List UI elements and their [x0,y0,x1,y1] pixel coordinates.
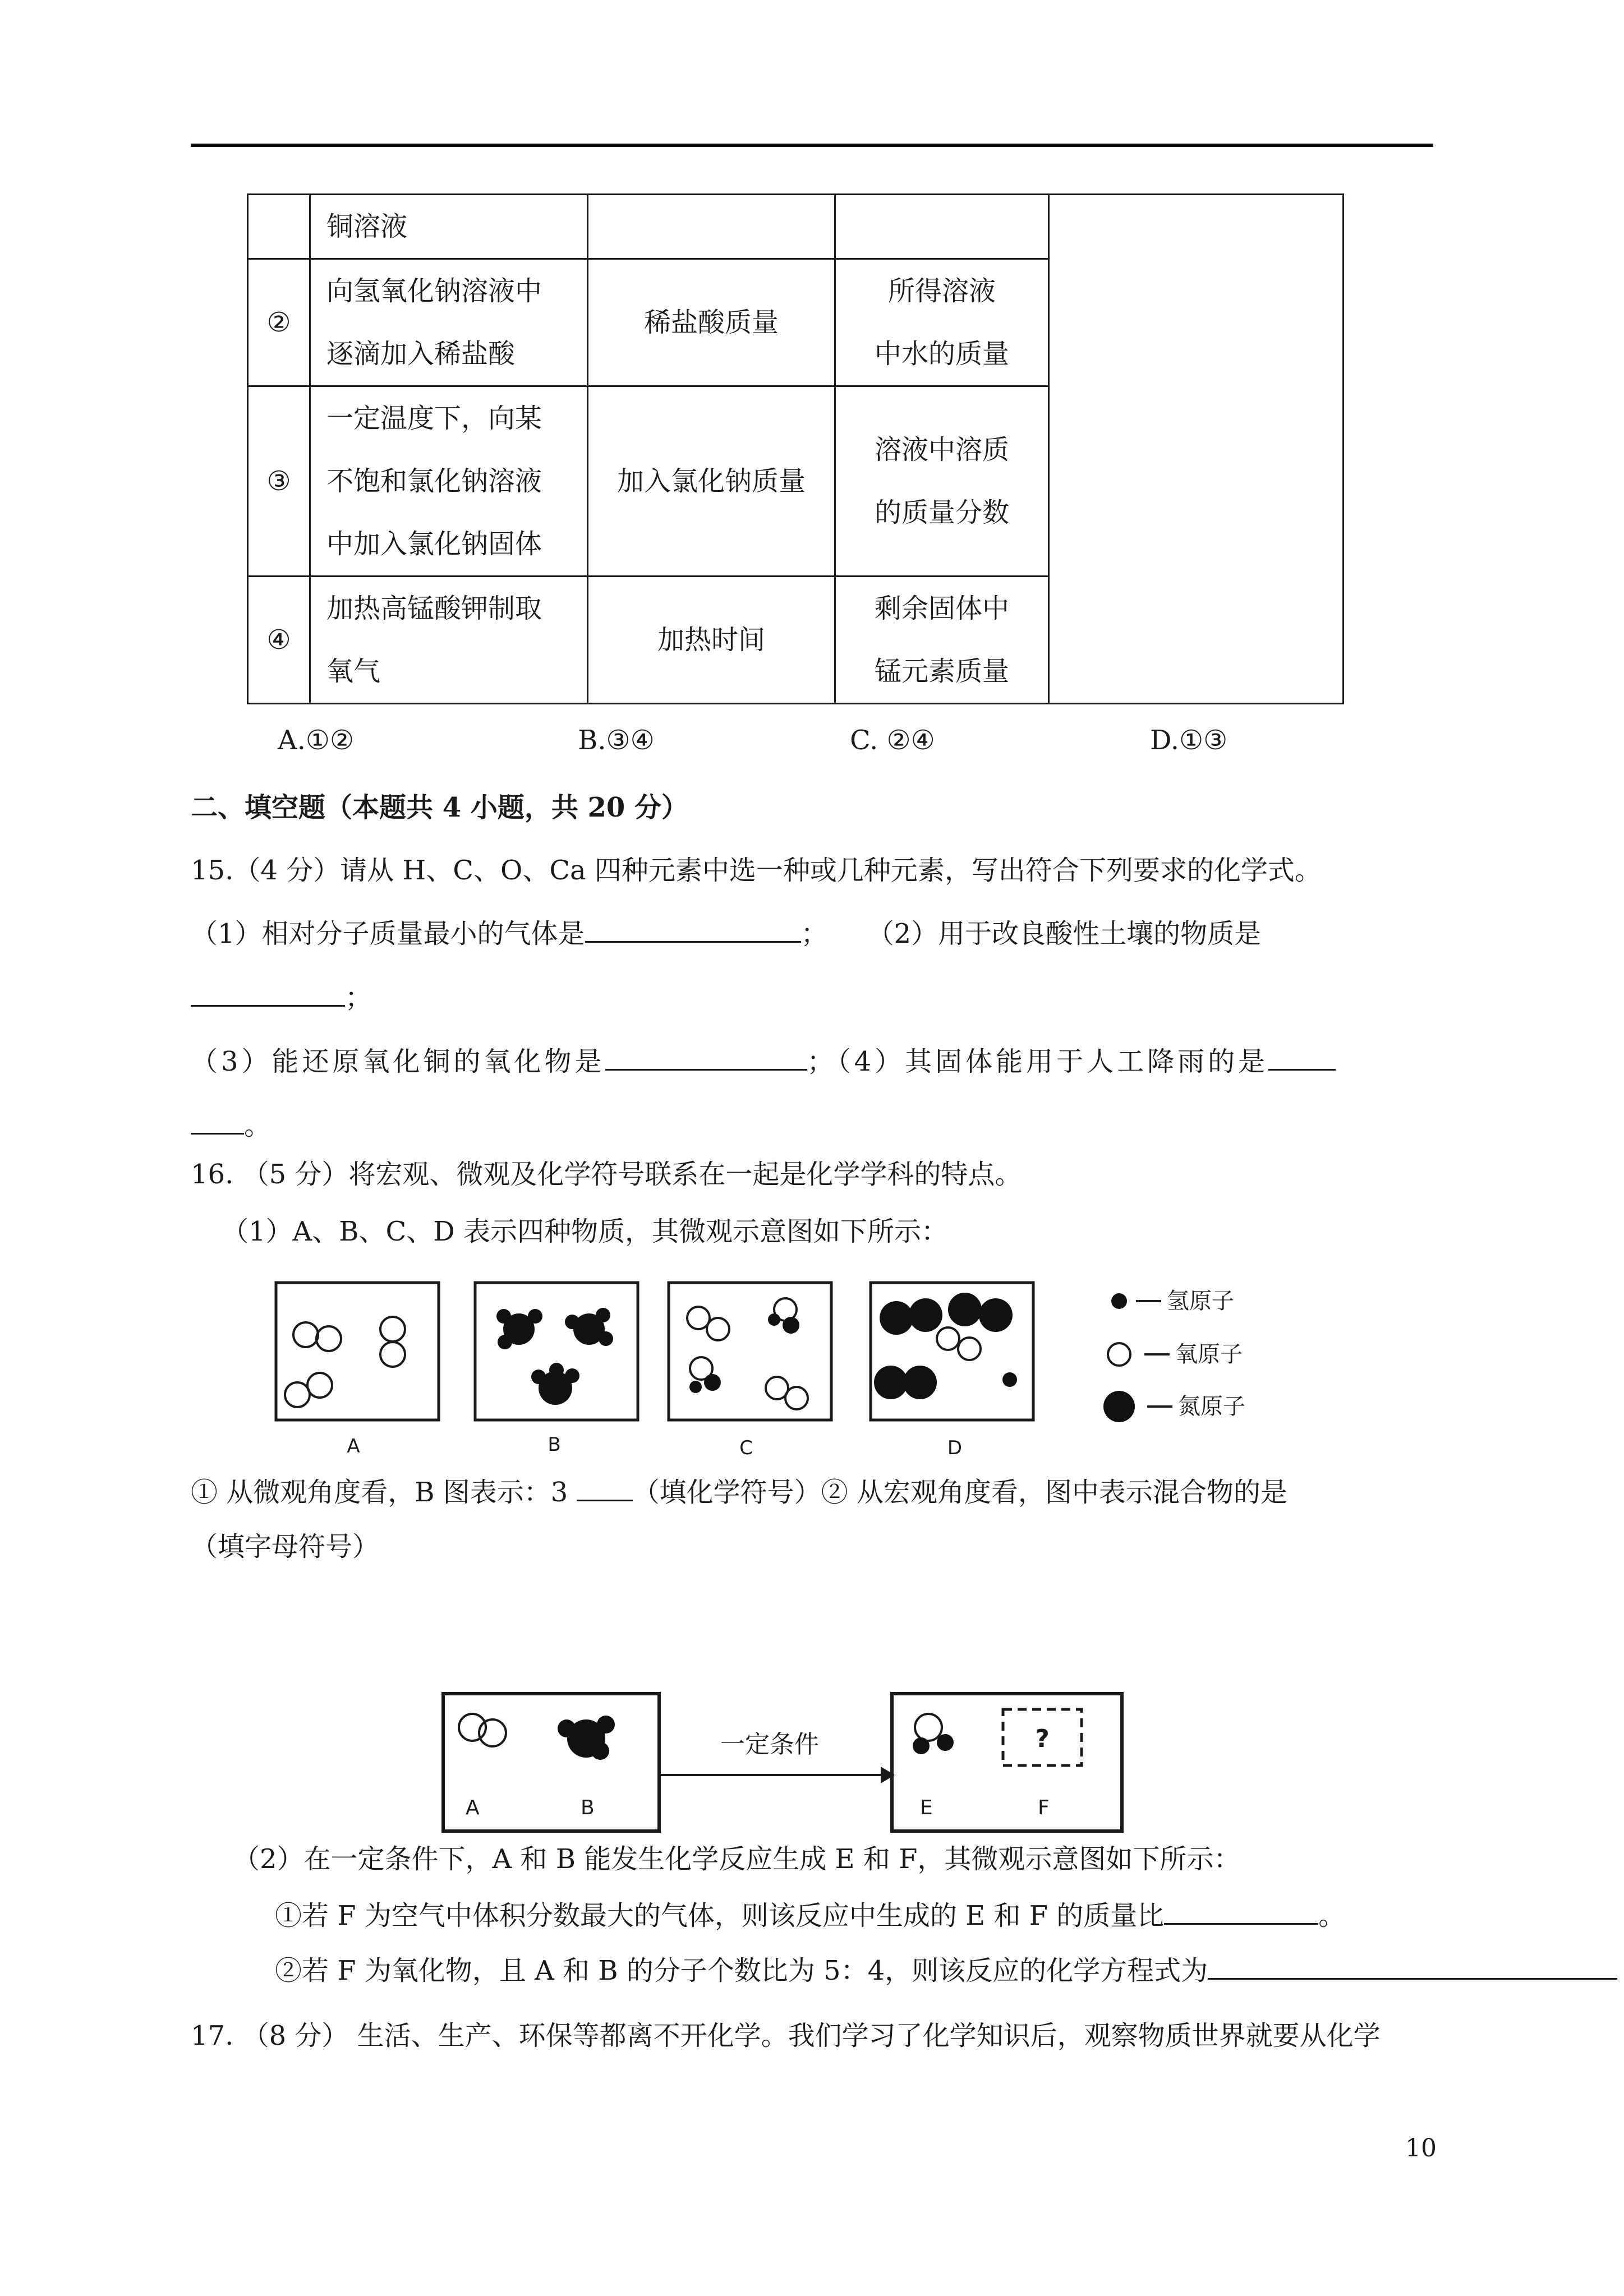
answer-blank[interactable] [191,1108,244,1135]
section-title: 二、填空题（本题共 4 小题，共 20 分） [191,792,689,823]
nitrogen-molecules-d [874,1293,1017,1399]
row-number [248,195,310,259]
particle-diagrams [269,1276,1279,1467]
y-axis-cell: 剩余固体中 锰元素质量 [835,577,1049,704]
unknown-mark: ? [1035,1725,1050,1753]
y-axis-cell: 溶液中溶质 的质量分数 [835,386,1049,577]
q15-stem: 15.（4 分）请从 H、C、O、Ca 四种元素中选一种或几种元素，写出符合下列要求的化学式。 [191,855,1322,886]
box-a [276,1283,439,1420]
nitrogen-atom-icon [1103,1391,1135,1422]
box-label-c: C [739,1437,753,1459]
box-label-d: D [947,1437,963,1459]
legend-hydrogen: 氢原子 [1167,1288,1234,1314]
q16-q1-line1: ① 从微观角度看，B 图表示：3 （填化学符号）② 从宏观角度看，图中表示混合物的是 [191,1475,1287,1509]
reactant-b-molecule [558,1716,615,1760]
label-a: A [466,1796,480,1819]
answer-blank[interactable] [1164,1898,1318,1925]
answer-blank[interactable] [605,1044,807,1071]
label-f: F [1038,1796,1050,1819]
q16-q2a: ①若 F 为空气中体积分数最大的气体，则该反应中生成的 E 和 F 的质量比 。 [275,1898,1345,1933]
q15-line2: ； [191,980,372,1015]
reaction-diagram [438,1688,1136,1839]
oxygen-molecules-c [687,1298,808,1409]
ammonia-molecules-b [496,1308,613,1405]
page-number: 10 [1405,2134,1437,2163]
row-number: ③ [248,386,310,577]
experiment-cell: 铜溶液 [310,195,588,259]
box-label-a: A [347,1435,360,1458]
table-row [248,195,1344,259]
y-axis-cell [835,195,1049,259]
answer-blank[interactable] [585,916,801,943]
experiment-cell: 向氢氧化钠溶液中 逐滴加入稀盐酸 [310,259,588,386]
answer-blank[interactable] [1208,1953,1617,1980]
product-e-molecule [913,1714,954,1754]
option-a: A.①② [278,725,354,756]
hydrogen-atom-icon [1111,1293,1127,1309]
x-axis-cell: 稀盐酸质量 [588,259,835,386]
oxygen-molecules-a [285,1317,405,1407]
row-number: ② [248,259,310,386]
answer-blank[interactable] [191,980,345,1007]
label-b: B [581,1796,595,1819]
box-label-b: B [548,1433,561,1456]
option-b: B.③④ [578,725,655,756]
header-rule [191,144,1433,147]
label-e: E [920,1796,933,1819]
option-d: D.①③ [1150,725,1228,756]
legend-nitrogen: 氮原子 [1178,1394,1245,1419]
y-axis-cell: 所得溶液 中水的质量 [835,259,1049,386]
legend [1103,1293,1172,1422]
row-number: ④ [248,577,310,704]
experiment-cell: 一定温度下，向某 不饱和氯化钠溶液 中加入氯化钠固体 [310,386,588,577]
oxygen-molecules-d [937,1327,981,1360]
x-axis-cell: 加热时间 [588,577,835,704]
experiment-table [247,193,1344,704]
q15-line3: （3）能还原氧化铜的氧化物是 ；（4）其固体能用于人工降雨的是 [191,1044,1336,1078]
option-c: C. ②④ [850,725,935,756]
q15-line4: 。 [191,1108,271,1142]
q16-q1-line2: （填字母符号） [191,1531,380,1562]
oxygen-atom-icon [1108,1343,1130,1366]
legend-oxygen: 氧原子 [1175,1341,1243,1367]
x-axis-cell: 加入氯化钠质量 [588,386,835,577]
reactant-a-molecule [459,1714,506,1746]
answer-blank[interactable] [577,1475,633,1501]
experiment-cell: 加热高锰酸钾制取 氧气 [310,577,588,704]
graph-cell [1049,195,1344,704]
q16-sub2: （2）在一定条件下，A 和 B 能发生化学反应生成 E 和 F，其微观示意图如下所示： [233,1843,1241,1875]
q16-sub1: （1）A、B、C、D 表示四种物质，其微观示意图如下所示： [222,1216,948,1247]
x-axis-cell [588,195,835,259]
answer-blank[interactable] [1268,1044,1336,1071]
reaction-condition: 一定条件 [720,1730,819,1759]
q16-stem: 16. （5 分）将宏观、微观及化学符号联系在一起是化学学科的特点。 [191,1159,1022,1190]
q16-q2b: ②若 F 为氧化物，且 A 和 B 的分子个数比为 5：4，则该反应的化学方程式为 [275,1953,1617,1988]
q17-stem: 17. （8 分） 生活、生产、环保等都离不开化学。我们学习了化学知识后，观察物质世界就要从化学 [191,2020,1381,2051]
q15-line1: （1）相对分子质量最小的气体是 ； （2）用于改良酸性土壤的物质是 [191,916,1261,951]
